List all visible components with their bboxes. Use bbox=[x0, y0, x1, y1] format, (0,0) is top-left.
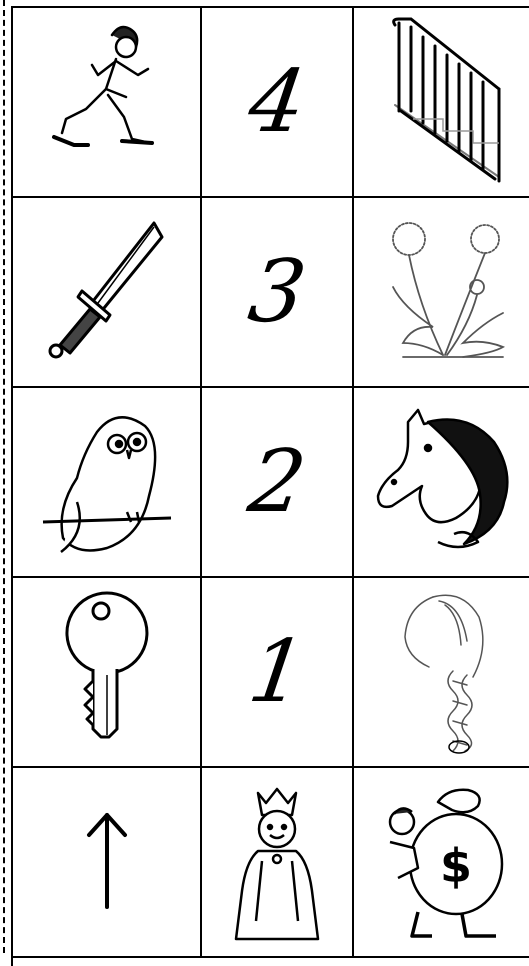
braid-icon bbox=[393, 587, 503, 757]
card-sword bbox=[13, 198, 202, 388]
number-4: 4 bbox=[242, 52, 312, 152]
card-number-1 bbox=[202, 578, 354, 768]
dollar-sign: $ bbox=[439, 839, 472, 893]
card-runner bbox=[13, 8, 202, 198]
queen-icon bbox=[222, 777, 332, 947]
card-stairs bbox=[354, 8, 529, 198]
card-money-bag bbox=[354, 768, 529, 958]
sword-icon bbox=[42, 217, 172, 367]
card-dandelion bbox=[354, 198, 529, 388]
key-icon bbox=[57, 587, 157, 757]
up-arrow-icon bbox=[77, 807, 137, 917]
card-owl bbox=[13, 388, 202, 578]
card-key bbox=[13, 578, 202, 768]
card-number-4 bbox=[202, 8, 354, 198]
card-queen bbox=[202, 768, 354, 958]
dandelion-icon bbox=[373, 217, 523, 367]
card-number-3 bbox=[202, 198, 354, 388]
number-2: 2 bbox=[242, 432, 312, 532]
card-up-arrow bbox=[13, 768, 202, 958]
number-3: 3 bbox=[242, 242, 312, 342]
card-number-2 bbox=[202, 388, 354, 578]
picture-card-grid bbox=[11, 6, 529, 966]
money-bag-icon bbox=[378, 782, 518, 942]
card-braid bbox=[354, 578, 529, 768]
stairs-icon bbox=[383, 15, 513, 190]
horse-icon bbox=[368, 402, 528, 562]
runner-icon bbox=[42, 17, 172, 187]
card-horse bbox=[354, 388, 529, 578]
dashed-cut-line bbox=[3, 0, 5, 953]
number-1: 1 bbox=[242, 622, 312, 722]
owl-icon bbox=[37, 402, 177, 562]
